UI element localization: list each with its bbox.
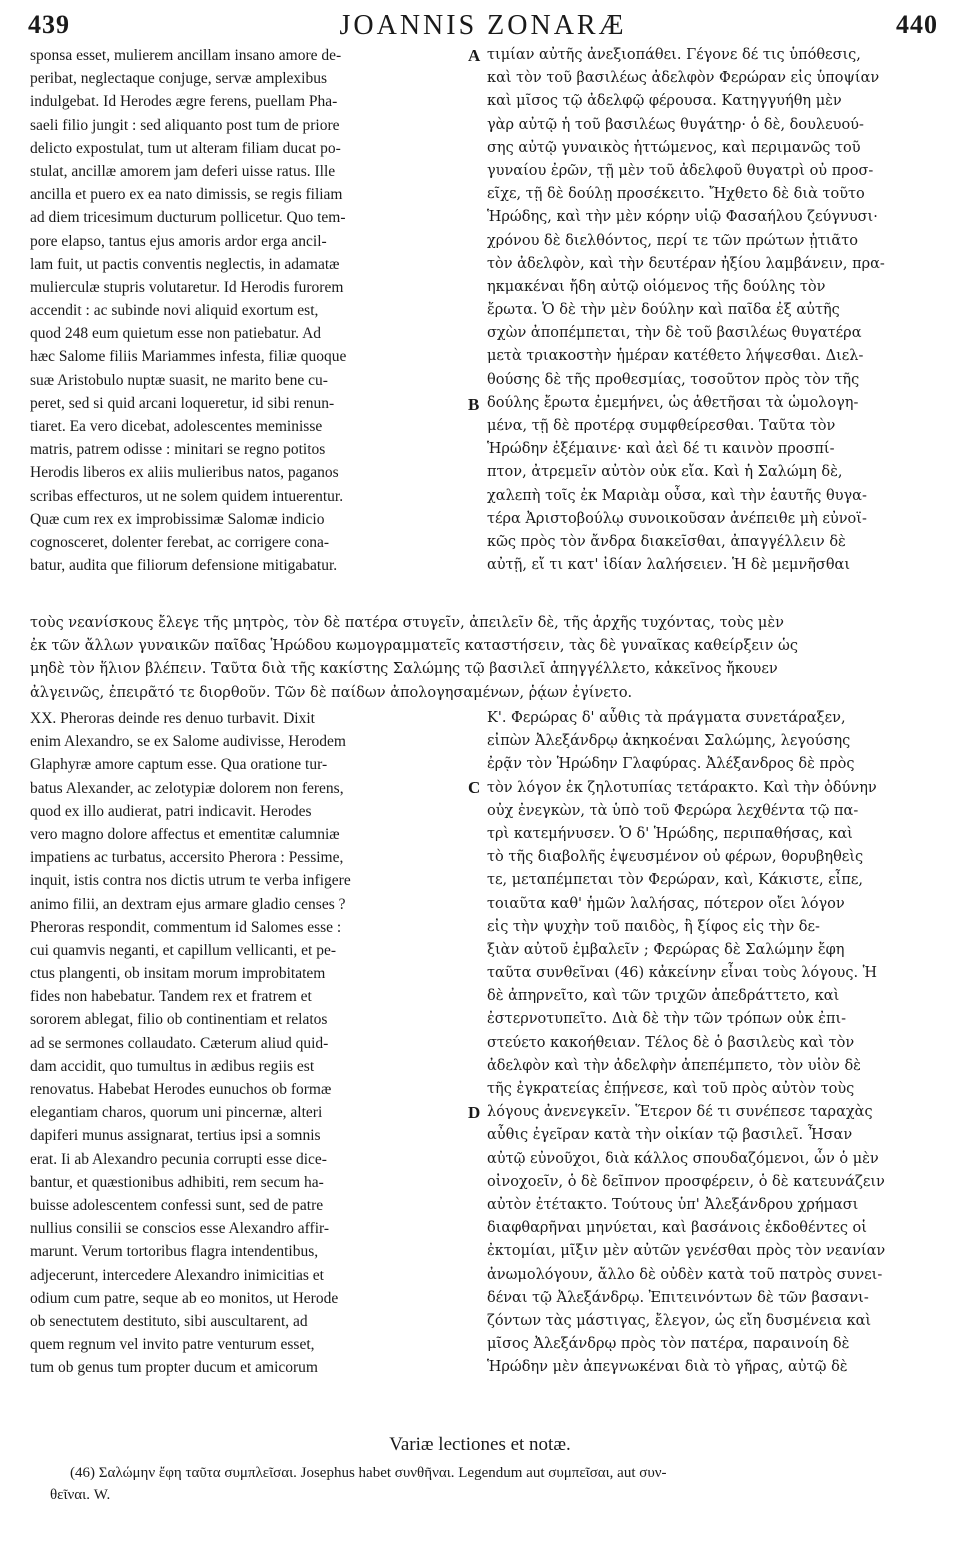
greek-text-line: πτον, ἀτρεμεῖν αὐτὸν οὐκ εἴα. Καὶ ἡ Σαλώμη δὲ, [487, 464, 843, 481]
greek-text-line: ἐκ τῶν ἄλλων γυναικῶν παῖδας Ἡρώδου κωμογραμματεῖς καταστήσειν, τὰς δὲ γυναῖκας καθείρξειν ὡς [30, 638, 798, 655]
greek-text-line: λόγους ἀνενεγκεῖν. Ἕτερον δέ τι συνέπεσε ταραχὰς [487, 1104, 873, 1121]
greek-text-line: ταῦτα συνθεῖναι (46) κἀκείνην εἶναι τοὺς λόγους. Ἡ [487, 965, 878, 982]
greek-text-line: σχὼν ἀποπέμπεται, τὴν δὲ τοῦ βασιλέως θυγατέρα [487, 325, 862, 342]
latin-text-line: impatiens ac turbatus, accersito Pherora : Pessime, [30, 849, 344, 867]
latin-column-bottom [30, 707, 462, 1379]
latin-text-line: dapiferi munus assignarat, tertius ipsi a somnis [30, 1127, 321, 1145]
latin-text-line: Herodis liberos ex aliis mulieribus natos, paganos [30, 464, 339, 482]
section-marker-a: A [468, 46, 481, 65]
greek-text-line: τοιαῦτα καθ' ἡμῶν λαλήσας, πότερον οἴει λόγον [487, 895, 845, 912]
latin-text-line: indulgebat. Id Herodes ægre ferens, puellam Pha- [30, 93, 338, 111]
greek-text-line: γυναίου ἐρῶν, τῇ μὲν τοῦ ἀδελφοῦ θυγατρὶ οὐ προσ- [487, 162, 874, 179]
page-number-right: 440 [896, 10, 938, 39]
latin-text-line: suæ Aristobulo nuptæ suasit, ne marito bene cu- [30, 371, 328, 389]
greek-column-top [487, 44, 937, 577]
latin-text-line: peribat, neglectaque conjuge, servæ amplexibus [30, 70, 327, 88]
latin-text-line: enim Alexandro, se ex Salome audivisse, Herodem [30, 733, 346, 751]
greek-text-line: ἐστερνοτυπεῖτο. Διὰ δὲ τὴν τῶν τρόπων οὐκ ἐπι- [487, 1011, 847, 1028]
latin-text-line: stulat, ancillæ amorem jam deferi uisse ratus. Ille [30, 162, 336, 180]
latin-text-line: batus Alexander, ac zelotypiæ dolorem non ferens, [30, 779, 344, 797]
greek-text-line: εἰς τὴν ψυχὴν τοῦ παιδὸς, ἢ ξίφος εἰς τὴν δε- [487, 918, 820, 935]
greek-text-line: τέρα Ἀριστοβούλῳ συνοικοῦσαν ἀνέπειθε μὴ εὐνοϊ- [487, 510, 867, 527]
section-marker-b: B [468, 395, 480, 414]
latin-text-line: animo filii, an dextram ejus armare gladio censes ? [30, 895, 346, 913]
greek-text-line: θούσης δὲ τῆς προθεσμίας, τοσοῦτον πρὸς τὸν τῆς [487, 371, 860, 388]
greek-text-line: διαφθαρῆναι μηνύεται, καὶ βασάνοις ἐκδοθέντες οἱ [487, 1220, 867, 1237]
greek-text-line: κῶς πρὸς τὸν ἄνδρα διακεῖσθαι, ἀπαγγέλλειν δὲ [487, 533, 846, 550]
greek-text-line: Ἡρώδην ἐξέμαινε· καὶ ἀεὶ δέ τι καινὸν προσπί- [487, 441, 835, 458]
greek-text-line: ἐρᾷν τὸν Ἡρώδην Γλαφύρας. Ἀλέξανδρος δὲ πρὸς [487, 756, 855, 773]
latin-text-line: hæc Salome filiis Mariammes infesta, filiæ quoque [30, 348, 347, 366]
latin-text-line: ob senectutem destituto, sibi auscultarent, ad [30, 1312, 308, 1330]
latin-text-line: nullius consilii se conscios esse Alexandro affir- [30, 1220, 330, 1238]
latin-text-line: buisse adolescentem confessi sunt, sed de patre [30, 1196, 324, 1214]
latin-text-line: mulierculæ stupris volutaretur. Id Herodis furorem [30, 278, 344, 296]
latin-text-line: pore elapso, tantus ejus amoris ardor erga ancil- [30, 232, 327, 250]
latin-text-line: scribas effecturos, ut ne solem quidem intuerentur. [30, 487, 344, 505]
greek-text-line: αὐτῇ, εἴ τι κατ' ἰδίαν λαλήσειεν. Ἡ δὲ μεμνῆσθαι [487, 557, 851, 574]
note-line: θεῖναι. W. [50, 1487, 111, 1503]
latin-text-line: ctus plangenti, ob insitam morum improbitatem [30, 965, 326, 983]
greek-text-line: μένα, τῇ δὲ προτέρᾳ συμφθείρεσθαι. Ταῦτα τὸν [487, 418, 836, 434]
latin-text-line: lam fuit, ut pactis conventis neglectis, in adamatæ [30, 255, 340, 273]
latin-text-line: saeli filio jungit : sed aliquanto post tum de priore [30, 116, 340, 134]
latin-text-line: XX. Pheroras deinde res denuo turbavit. Dixit [30, 710, 315, 727]
greek-text-line: Κ'. Φερώρας δ' αὖθις τὰ πράγματα συνετάραξεν, [487, 710, 846, 726]
running-title: JOANNIS ZONARÆ [339, 10, 627, 41]
greek-text-line: στεύετο κακοήθειαν. Τέλος δὲ ὁ βασιλεὺς καὶ τὸν [487, 1034, 855, 1051]
latin-text-line: Glaphyræ amore captum esse. Qua oratione tur- [30, 756, 328, 774]
greek-text-line: τρὶ κατεμήνυσεν. Ὁ δ' Ἡρώδης, περιπαθήσας, καὶ [487, 825, 853, 842]
greek-text-line: ζόντων τὰς μάστιγας, ἔλεγον, ὡς εἴη δυσμένεια καὶ [487, 1312, 872, 1329]
note-line: (46) Σαλώμην ἔφη ταῦτα συμπλεῖσαι. Josephus habet συνθῆναι. Legendum aut συμπεῖσαι, aut συν- [70, 1465, 667, 1481]
latin-text-line: Quæ cum rex ex improbissimæ Salomæ indicio [30, 510, 325, 528]
greek-text-line: σης αὐτῷ γυναικὸς ἡττώμενος, καὶ περιμανῶς τοῦ [487, 139, 861, 156]
latin-text-line: quod ex illo audierat, patri indicavit. Herodes [30, 802, 312, 820]
latin-text-line: ad diem tricesimum ducturum pollicetur. Quo tem- [30, 209, 346, 227]
latin-text-line: erat. Ii ab Alexandro pecunia corrupti esse dice- [30, 1150, 327, 1168]
latin-text-line: marunt. Verum tortoribus flagra intendentibus, [30, 1243, 319, 1261]
latin-text-line: Pheroras respondit, commentum id Salomes esse : [30, 918, 342, 936]
greek-text-line: καὶ τὸν τοῦ βασιλέως ἀδελφὸν Φερώραν εἰς ὑποψίαν [487, 70, 880, 87]
greek-text-line: ἀνωμολόγουν, ἄλλο δὲ οὐδὲν κατὰ τοῦ πατρὸς συνει- [487, 1266, 883, 1283]
latin-text-line: delicto expostulat, tum ut alteram filiam ducat po- [30, 139, 341, 157]
greek-text-line: δέναι τῷ Ἀλεξάνδρῳ. Ἐπιτεινόντων δὲ τῶν βασανι- [487, 1289, 869, 1306]
greek-text-line: καὶ μῖσος τῷ ἀδελφῷ φέρουσα. Κατηγγυήθη μὲν [487, 93, 842, 110]
greek-text-line: μηδὲ τὸν ἥλιον βλέπειν. Ταῦτα διὰ τῆς κακίστης Σαλώμης τῷ βασιλεῖ ἀπηγγέλλετο, κἀκεῖνος ἤκουεν [30, 661, 778, 678]
greek-text-line: τῆς ἐγκρατείας ἐπῄνεσε, καὶ τοῦ πρὸς αὐτὸν τοὺς [487, 1081, 855, 1097]
greek-full-width-block [30, 612, 938, 705]
greek-text-line: τὸ τῆς διαβολῆς ἐψευσμένον οὐ φέρων, θορυβηθεὶς [487, 849, 864, 866]
latin-text-line: peret, sed si quid arcani loqueretur, id sibi renun- [30, 394, 335, 412]
page-number-left: 439 [28, 10, 70, 39]
greek-text-line: χρόνου δὲ διελθόντος, περί τε τῶν πρώτων ᾐτιᾶτο [487, 232, 858, 249]
greek-text-line: ξιὰν αὐτοῦ ἐμβαλεῖν ; Φερώρας δὲ Σαλώμην ἔφη [487, 941, 845, 958]
notes-heading: Variæ lectiones et notæ. [389, 1434, 571, 1455]
notes-block [50, 1462, 940, 1506]
latin-text-line: sororem ablegat, filio ob continentiam et relatos [30, 1011, 328, 1029]
greek-text-line: δούλης ἔρωτα ἐμεμήνει, ὡς ἀθετῆσαι τὰ ὡμολογη- [487, 394, 859, 411]
latin-text-line: ancilla et puero ex ea nato dimissis, se regis filiam [30, 186, 343, 204]
greek-text-line: εἰπὼν Ἀλεξάνδρῳ ἀκηκοέναι Σαλώμης, λεγούσης [487, 733, 851, 750]
greek-text-line: μετὰ τριακοστὴν ἡμέραν κατέθετο λήψεσθαι. Διελ- [487, 348, 864, 365]
greek-text-line: τὸν ἀδελφὸν, καὶ τὴν δευτέραν ἠξίου λαμβάνειν, πρα- [487, 255, 885, 272]
latin-text-line: ad se sermones collaudato. Cæterum aliud quid- [30, 1034, 329, 1052]
greek-text-line: ηκμακέναι ἤδη αὐτῷ οἰόμενος τῆς δούλης τὸν [487, 278, 826, 295]
running-header [28, 6, 938, 46]
latin-text-line: cui quamvis neganti, et capillum vellicanti, et pe- [30, 941, 337, 959]
greek-text-line: δὲ ἀπηρνεῖτο, καὶ τῶν τριχῶν ἀπεδράττετο, καὶ [487, 988, 840, 1005]
greek-text-line: αὐτῷ εὐνοῦχοι, διὰ κάλλος σπουδαζόμενοι, ὧν ὁ μὲν [487, 1150, 879, 1167]
greek-text-line: τιμίαν αὐτῆς ἀνεξιοπάθει. Γέγονε δέ τις ὑπόθεσις, [487, 47, 861, 63]
latin-text-line: matris, patrem odisse : minitari se regno potitos [30, 441, 326, 459]
latin-text-line: cognosceret, dolenter ferebat, ac corrigere cona- [30, 533, 330, 551]
latin-text-line: fides non habebatur. Tandem rex et fratrem et [30, 988, 312, 1006]
latin-text-line: dam accidit, quo tumultus in ædibus regiis est [30, 1057, 315, 1075]
greek-text-line: τοὺς νεανίσκους ἔλεγε τῆς μητρὸς, τὸν δὲ πατέρα στυγεῖν, ἀπειλεῖν δὲ, τῆς ἀρχῆς τυχόντας, τοὺς μὲν [30, 615, 784, 631]
latin-text-line: inquit, istis contra nos dictis utrum te verba infigere [30, 872, 351, 890]
latin-text-line: bantur, et quæstionibus adhibiti, rem secum ha- [30, 1173, 324, 1191]
greek-text-line: ἀλγεινῶς, ἐπειρᾶτό τε διορθοῦν. Τῶν δὲ παίδων ἀπολογησαμένων, ῥᾴων ἐγίνετο. [30, 684, 633, 701]
greek-text-line: οὐχ ἐνεγκὼν, τὰ ὑπὸ τοῦ Φερώρα λεχθέντα τῷ πα- [487, 802, 859, 819]
latin-text-line: sponsa esset, mulierem ancillam insano amore de- [30, 47, 342, 64]
greek-text-line: ἐκτομίαι, μῖξιν μὲν αὐτῶν γενέσθαι πρὸς τὸν νεανίαν [487, 1243, 886, 1260]
latin-text-line: batur, audita que filiorum defensione mitigabatur. [30, 557, 338, 575]
latin-text-line: tum ob genus tum propter ducum et amicorum [30, 1359, 318, 1377]
greek-text-line: γὰρ αὐτῷ ἡ τοῦ βασιλέως θυγάτηρ· ὁ δὲ, δουλευού- [487, 116, 864, 133]
greek-text-line: αὖθις ἐγεῖραν κατὰ τὴν οἰκίαν τῷ βασιλεῖ. Ἦσαν [487, 1127, 853, 1144]
greek-text-line: χαλεπὴ τοῖς ἐκ Μαριὰμ οὖσα, καὶ τὴν ἑαυτῆς θυγα- [487, 487, 867, 504]
latin-text-line: quem regnum vel invito patre venturum esset, [30, 1336, 315, 1354]
latin-text-line: vero magno dolore affectus et ementitæ calumniæ [30, 825, 340, 843]
latin-column-top [30, 44, 462, 577]
greek-text-line: Ἡρώδης, καὶ τὴν μὲν κόρην υἱῷ Φασαήλου ζεύγνυσι· [487, 209, 878, 226]
section-marker-c: C [468, 778, 481, 797]
greek-text-line: ἔρωτα. Ὁ δὲ τὴν μὲν δούλην καὶ παῖδα ἐξ αὐτῆς [487, 302, 840, 319]
latin-text-line: odium cum patre, seque ab eo monitos, ut Herode [30, 1289, 339, 1307]
latin-text-line: renovatus. Habebat Herodes eunuchos ob formæ [30, 1081, 332, 1098]
latin-text-line: elegantiam charos, quorum uni pincernæ, alteri [30, 1104, 323, 1122]
greek-text-line: μῖσος Ἀλεξάνδρῳ πρὸς τὸν πατέρα, παραινοίη δὲ [487, 1336, 850, 1353]
latin-text-line: accendit : ac subinde novi aliquid exortum est, [30, 302, 319, 320]
section-marker-d: D [468, 1103, 481, 1122]
greek-text-line: τὸν λόγον ἐκ ζηλοτυπίας τετάρακτο. Καὶ τὴν ὀδύνην [487, 779, 877, 796]
greek-text-line: αὐτὸν ἐτέτακτο. Τούτους ὑπ' Ἀλεξάνδρου χρήμασι [487, 1196, 859, 1213]
greek-text-line: τε, μεταπέμπεται τὸν Φερώραν, καὶ, Κάκιστε, εἶπε, [487, 872, 864, 889]
greek-text-line: ἀδελφὸν καὶ τὴν ἀδελφὴν ἀπεπέμπετο, τὸν υἱὸν δὲ [487, 1057, 861, 1074]
greek-text-line: Ἡρώδην μὲν ἀπεγνωκέναι διὰ τὸ γῆρας, αὐτῷ δὲ [487, 1359, 848, 1376]
greek-text-line: εῖχε, τῇ δὲ δούλῃ προσέκειτο. Ἤχθετο δὲ διὰ τοῦτο [487, 186, 865, 203]
latin-text-line: tiaret. Ea vero dicebat, adolescentes meminisse [30, 418, 323, 435]
latin-text-line: quod 248 eum quietum esse non patiebatur. Ad [30, 325, 322, 343]
latin-text-line: adjecerunt, intercedere Alexandro inimicitias et [30, 1266, 324, 1284]
greek-column-bottom [487, 707, 937, 1379]
greek-text-line: οἰνοχοεῖν, ὁ δὲ δεῖπνον προσφέρειν, ὁ δὲ κατευνάζειν [487, 1173, 885, 1190]
